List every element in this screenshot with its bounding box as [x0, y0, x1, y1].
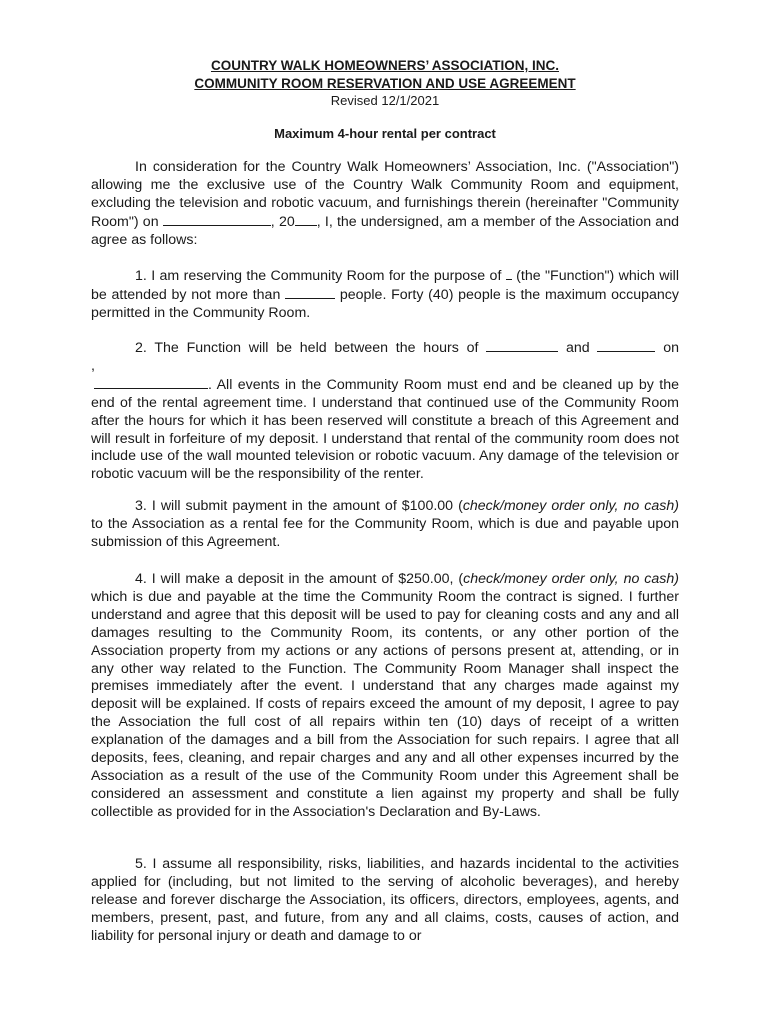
intro-text-2: , 20 — [270, 213, 295, 230]
agreement-title: COMMUNITY ROOM RESERVATION AND USE AGREEMENT — [194, 76, 576, 91]
p3-italic: check/money order only, no cash) — [462, 498, 679, 514]
end-time-blank[interactable] — [597, 339, 655, 352]
paragraph-5 — [91, 856, 679, 946]
p2-comma-line: , — [91, 357, 95, 374]
p5-text: 5. I assume all responsibility, risks, liabilities, and hazards incidental to the activities applied for (including, but not limited to the serving of alcoholic beverages), and hereby release and forever discharge the Association, its officers, directors, employees, agents, and members, present, past, and future, from any and all claims, costs, causes of action, and liability for personal injury or death and damage to or — [91, 856, 679, 944]
p1-text-3: people. Forty (40) people is the maximum occupancy permitted in the Community Room. — [91, 286, 679, 321]
revised-date: Revised 12/1/2021 — [330, 93, 440, 108]
p4-text-1: 4. I will make a deposit in the amount of $250.00, ( — [135, 571, 464, 587]
paragraph-4 — [91, 571, 679, 822]
p1-text-2: (the "Function") which will be attended by not more than — [91, 268, 679, 303]
intro-text-3: , I, the undersigned, am a member of the Association and agree as follows: — [91, 213, 679, 248]
start-time-blank[interactable] — [486, 339, 558, 352]
association-title: COUNTRY WALK HOMEOWNERS’ ASSOCIATION, INC. — [210, 58, 559, 73]
p4-text-2: which is due and payable at the time the Community Room the contract is signed. I further understand and agree that this deposit will be used to pay for cleaning costs and any and all damages resulting to the Community Room, its contents, or any other portion of the Association property from my actions or any actions of persons present at, attending, or in any other way related to the Function. The Community Room Manager shall inspect the premises immediately after the event. I understand that any charges made against my deposit will be explained. If costs of repairs exceed the amount of my deposit, I agree to pay the Association the full cost of all repairs within ten (10) days of receipt of a written explanation of the damages and a bill from the Association for such repairs. I agree that all deposits, fees, cleaning, and repair charges and any and all other expenses incurred by the Association as a result of the use of the Community Room under this Agreement shall be considered an assessment and constitute a lien against my property and shall be fully collectible as provided for in the Association's Declaration and By-Laws. — [91, 588, 679, 820]
paragraph-2 — [91, 339, 679, 484]
p1-text-1: 1. I am reserving the Community Room for the purpose of — [135, 268, 502, 284]
intro-paragraph — [91, 159, 679, 250]
p4-italic: check/money order only, no cash) — [463, 571, 679, 587]
p2-first-line — [91, 339, 679, 358]
p3-text-1: 3. I will submit payment in the amount of $100.00 ( — [135, 498, 463, 514]
p3-text-2: to the Association as a rental fee for the Community Room, which is due and payable upon submission of this Agreement. — [91, 515, 679, 550]
max-rental-note: Maximum 4-hour rental per contract — [274, 126, 496, 141]
p2-text-1: 2. The Function will be held between the hours of — [135, 340, 479, 356]
intro-text-1: In consideration for the Country Walk Homeowners’ Association, Inc. ("Association") allowing me the exclusive use of the Country Walk Community Room and equipment, excluding the television and robotic vacuum, and furnishings therein (hereinafter "Community Room") on — [91, 159, 679, 230]
attendees-blank[interactable] — [285, 286, 335, 299]
date-blank[interactable] — [163, 213, 271, 226]
paragraph-1 — [91, 267, 679, 323]
year-blank[interactable] — [295, 213, 317, 226]
purpose-blank[interactable] — [506, 267, 512, 280]
p2-and: and — [565, 340, 590, 356]
p2-text-2: . All events in the Community Room must end and be cleaned up by the end of the rental agreement time. I understand that continued use of the Community Room after the hours for which it has been reserved will constitute a breach of this Agreement and will result in forfeiture of my deposit. I understand that rental of the community room does not include use of the wall mounted television or robotic vacuum. Any damage of the television or robotic vacuum will be the responsibility of the renter. — [91, 376, 679, 483]
p2-on: on — [663, 340, 679, 356]
function-date-blank[interactable] — [94, 376, 208, 389]
paragraph-3 — [91, 498, 679, 552]
